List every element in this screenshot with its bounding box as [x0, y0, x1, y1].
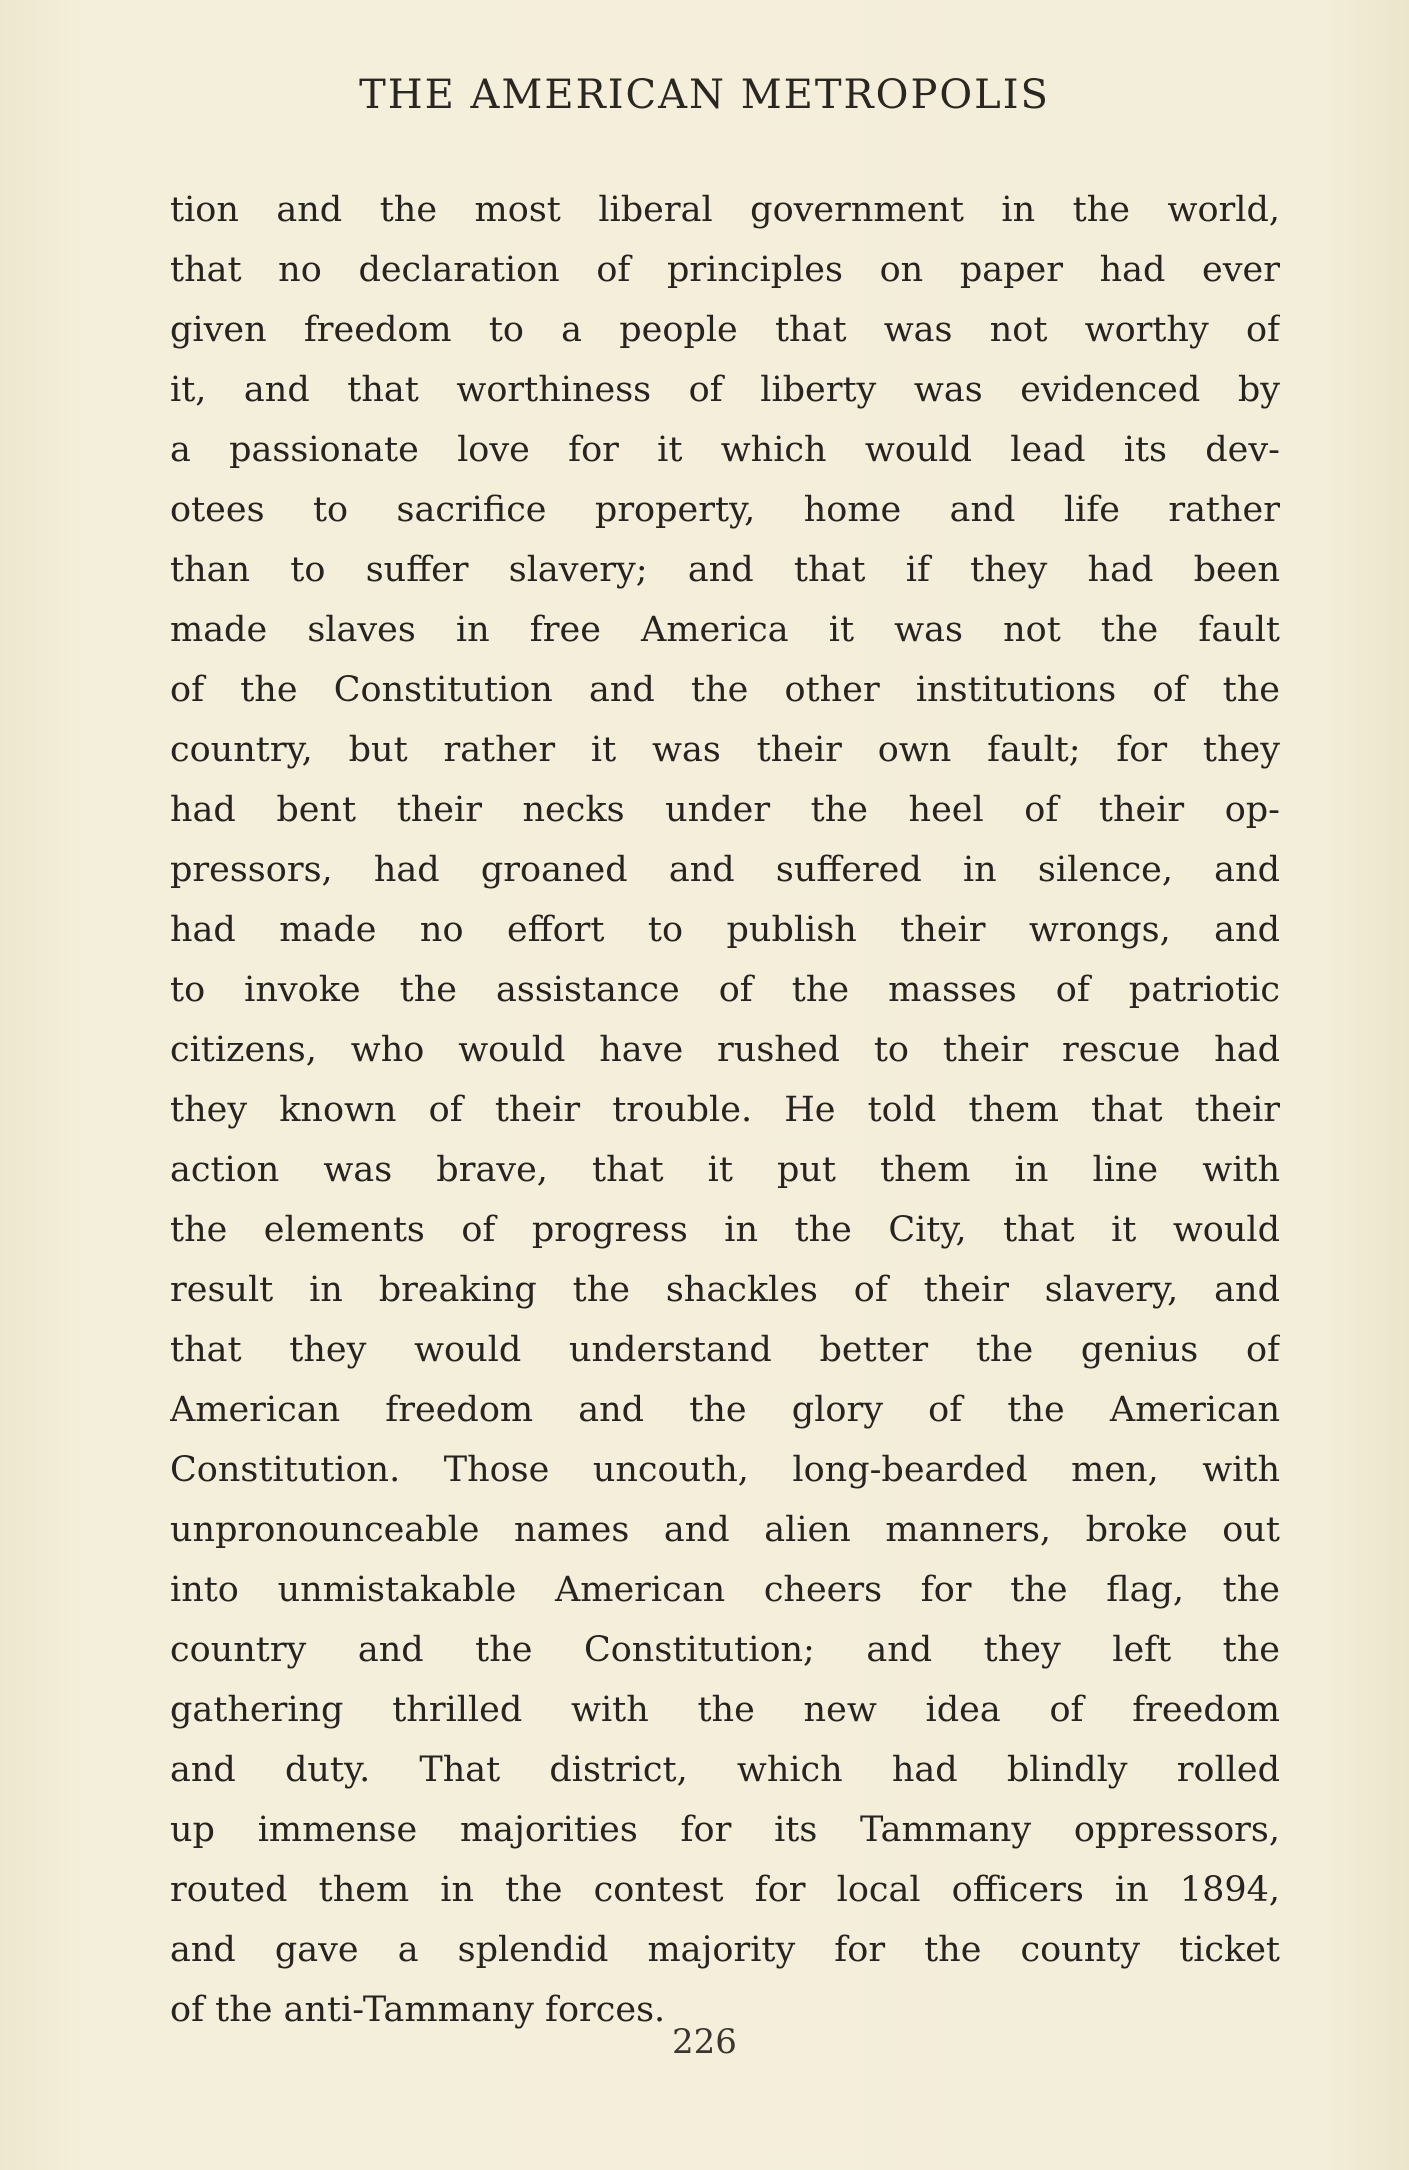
text-line-last: of the anti-Tammany forces. [170, 1990, 666, 2030]
text-line: gathering thrilled with the new idea of freedom [170, 1690, 1280, 1730]
text-line: action was brave, that it put them in line with [170, 1150, 1280, 1190]
text-line: of the Constitution and the other institutions of the [170, 670, 1280, 710]
text-line: Constitution. Those uncouth, long-bearded men, with [170, 1450, 1280, 1490]
text-line: that no declaration of principles on paper had ever [170, 250, 1280, 290]
text-line: result in breaking the shackles of their slavery, and [170, 1270, 1280, 1310]
text-line: the elements of progress in the City, that it would [170, 1210, 1280, 1250]
text-line: citizens, who would have rushed to their rescue had [170, 1030, 1280, 1070]
text-line: than to suffer slavery; and that if they had been [170, 550, 1280, 590]
text-line: had bent their necks under the heel of their op- [170, 790, 1280, 830]
text-line: given freedom to a people that was not worthy of [170, 310, 1280, 350]
text-line: country, but rather it was their own fault; for they [170, 730, 1280, 770]
text-line: and duty. That district, which had blindly rolled [170, 1750, 1280, 1790]
text-line: they known of their trouble. He told them that their [170, 1090, 1280, 1130]
text-line: pressors, had groaned and suffered in silence, and [170, 850, 1280, 890]
text-line: that they would understand better the genius of [170, 1330, 1280, 1370]
text-line: and gave a splendid majority for the county ticket [170, 1930, 1280, 1970]
text-line: a passionate love for it which would lead its dev- [170, 430, 1280, 470]
running-head: THE AMERICAN METROPOLIS [359, 72, 1050, 118]
text-line: unpronounceable names and alien manners, broke out [170, 1510, 1280, 1550]
text-line: had made no effort to publish their wrongs, and [170, 910, 1280, 950]
body-text [170, 180, 1280, 2040]
text-line: routed them in the contest for local officers in 1894, [170, 1870, 1280, 1910]
text-line: up immense majorities for its Tammany oppressors, [170, 1810, 1280, 1850]
text-line: tion and the most liberal government in the world, [170, 190, 1280, 230]
text-line: into unmistakable American cheers for the flag, the [170, 1570, 1280, 1610]
text-line: it, and that worthiness of liberty was evidenced by [170, 370, 1280, 410]
text-line: country and the Constitution; and they left the [170, 1630, 1280, 1670]
text-line: to invoke the assistance of the masses of patriotic [170, 970, 1280, 1010]
text-line: American freedom and the glory of the American [170, 1390, 1280, 1430]
text-line: otees to sacrifice property, home and life rather [170, 490, 1280, 530]
page-number: 226 [672, 2022, 737, 2062]
text-line: made slaves in free America it was not the fault [170, 610, 1280, 650]
